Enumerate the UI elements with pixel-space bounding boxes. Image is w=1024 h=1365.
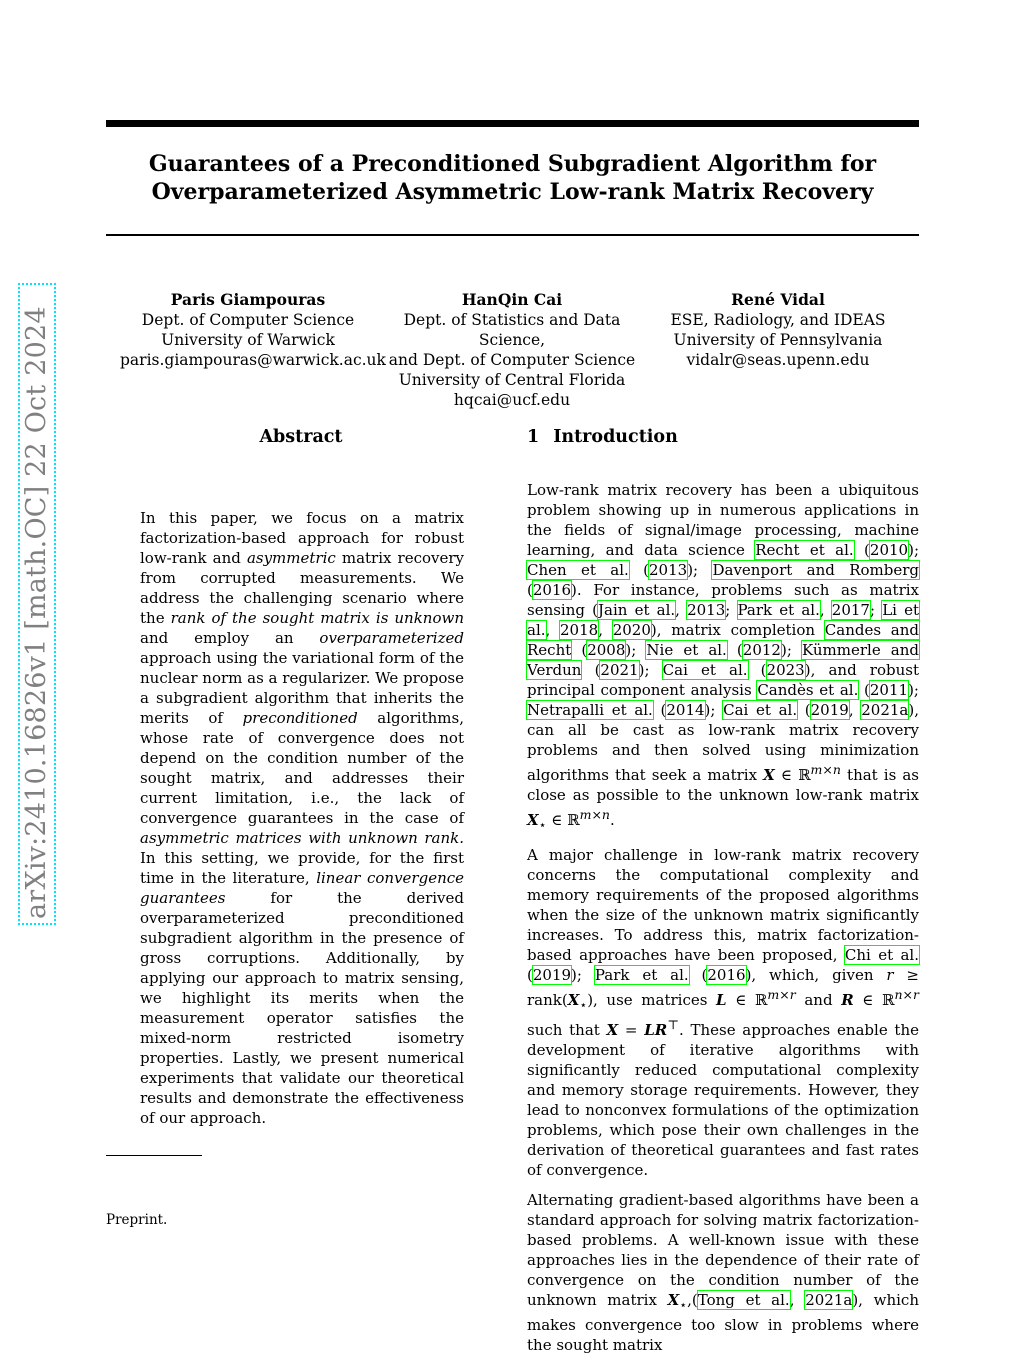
author-name: HanQin Cai — [461, 290, 563, 309]
author-block-3: René Vidal ESE, Radiology, and IDEAS University of Pennsylvania vidalr@seas.upenn.edu — [648, 290, 908, 370]
title-rule — [106, 234, 919, 236]
paragraph: Low-rank matrix recovery has been a ubiquitous problem showing up in numerous applications in the fields of signal/image processing, machine learning, and data science Recht et al. (2010); Chen et al. (2013); Davenport and Romberg (2016). For instance, problems such as matrix sensing (Jain et al., 2013; Park et al., 2017; Li et al., 2018, 2020), matrix completion Candes and Recht (2008); Nie et al. (2012); Kümmerle and Verdun (2021); Cai et al. (2023), and robust principal component analysis Candès et al. (2011); Netrapalli et al. (2014); Cai et al. (2019, 2021a), can all be cast as low-rank matrix recovery problems and then solved using minimization algorithms that seek a matrix X ∈ ℝ$^{m\times n}$ that is as close as possible to the unknown low-rank matrix $X_⋆$ ∈ ℝ$^{m\times n}$. — [527, 481, 920, 832]
citation-link[interactable]: 2008 — [587, 641, 626, 659]
citation-link[interactable]: Netrapalli et al. — [527, 701, 653, 719]
citation-link[interactable]: Park et al. — [594, 966, 689, 984]
citation-link[interactable]: Park et al. — [737, 601, 820, 619]
abstract-text: In this paper, we focus on a matrix factorization-based approach for robust low-rank and asymmetric matrix recovery from corrupted measurements. We address the challenging scenario where the rank of the sought matrix is unknown and employ an overparameterized approach using the variational form of the nuclear norm as a regularizer. We propose a subgradient algorithm that inherits the merits of preconditioned algorithms, whose rate of convergence does not depend on the condition number of the sought matrix, and addresses their current limitation, i.e., the lack of convergence guarantees in the case of asymmetric matrices with unknown rank. In this setting, we provide, for the first time in the literature, linear convergence guarantees for the derived overparameterized preconditioned subgradient algorithm in the presence of gross corruptions. Additionally, by applying our approach to matrix sensing, we highlight its merits when the measurement operator satisfies the mixed-norm restricted isometry properties. Lastly, we present numerical experiments that validate our theoretical results and demonstrate the effectiveness of our approach. — [140, 509, 465, 1127]
citation-link[interactable]: 2018 — [560, 621, 599, 639]
citation-link[interactable]: 2019 — [532, 966, 572, 984]
author-block-1: Paris Giampouras Dept. of Computer Science University of Warwick paris.giampouras@warwick.ac.uk — [120, 290, 386, 369]
author-name: René Vidal — [731, 290, 825, 309]
citation-link[interactable]: Chen et al. — [527, 561, 629, 579]
arxiv-identifier-link[interactable]: arXiv:2410.16826v1 [math.OC] 22 Oct 2024 — [18, 283, 56, 925]
citation-link[interactable]: Recht et al. — [755, 541, 854, 559]
author-name: Paris Giampouras — [170, 290, 326, 309]
citation-link[interactable]: Jain et al. — [598, 601, 676, 619]
citation-link[interactable]: 2017 — [831, 601, 870, 619]
citation-link[interactable]: 2010 — [869, 541, 909, 559]
footnote: Preprint. — [106, 1212, 168, 1228]
citation-link[interactable]: Kümmerle and Verdun — [527, 641, 919, 679]
citation-link[interactable]: 2021a — [805, 1291, 853, 1309]
paragraph: Alternating gradient-based algorithms have been a standard approach for solving matrix factorization-based problems. A well-known issue with these approaches lies in the dependence of their rate of convergence on the condition number of the unknown matrix $X_⋆,(Tong$ et al., 2021a), which makes convergence too slow in problems where the sought matrix — [527, 1191, 919, 1354]
introduction-text — [527, 480, 919, 1365]
citation-link[interactable]: 2013 — [649, 561, 688, 579]
author-block-2: HanQin Cai Dept. of Statistics and Data Science, and Dept. of Computer Science University of Central Florida hqcai@ucf.edu — [374, 290, 650, 410]
citation-link[interactable]: 2019 — [810, 701, 849, 719]
citation-link[interactable]: 2012 — [742, 641, 781, 659]
citation-link[interactable]: Cai et al. — [723, 701, 798, 719]
citation-link[interactable]: 2011 — [869, 681, 909, 699]
citation-link[interactable]: 2014 — [666, 701, 705, 719]
paper-title: Guarantees of a Preconditioned Subgradient Algorithm for Overparameterized Asymmetric Low-rank Matrix Recovery — [148, 151, 877, 205]
introduction-heading: 1 Introduction — [527, 427, 678, 447]
citation-link[interactable]: 2016 — [707, 966, 746, 984]
citation-link[interactable]: 2020 — [612, 621, 651, 639]
citation-link[interactable]: 2023 — [766, 661, 805, 679]
citation-link[interactable]: 2013 — [687, 601, 726, 619]
citation-link[interactable]: Candes and Recht — [527, 621, 919, 659]
citation-link[interactable]: 2021 — [600, 661, 639, 679]
paragraph: A major challenge in low-rank matrix recovery concerns the computational complexity and memory requirements of the proposed algorithms when the size of the unknown matrix significantly increases. To address this, matrix factorization-based approaches have been proposed, Chi et al. (2019); Park et al. (2016), which, given $r \ge rank(X_⋆)$, use matrices L ∈ ℝ$^{m\times r}$ and R ∈ ℝ$^{n\times r}$ such that X = LR⊤. These approaches enable the development of iterative algorithms with significantly reduced computational complexity and memory storage requirements. However, they lead to nonconvex formulations of the optimization problems, which pose their own challenges in the derivation of theoretical guarantees and fast rates of convergence. — [527, 846, 919, 1179]
citation-link[interactable]: Nie et al. — [646, 641, 727, 659]
citation-link[interactable]: 2016 — [532, 581, 572, 599]
citation-link[interactable]: Cai et al. — [662, 661, 748, 679]
citation-link[interactable]: Davenport and Romberg — [712, 561, 919, 579]
citation-link[interactable]: Chi et al. — [844, 946, 919, 964]
top-rule — [106, 120, 919, 127]
abstract-heading: Abstract — [259, 427, 343, 447]
citation-link[interactable]: Li et al. — [527, 601, 920, 639]
citation-link[interactable]: 2021a — [861, 701, 909, 719]
citation-link[interactable]: Tong et al. — [697, 1291, 790, 1309]
footnote-rule — [106, 1155, 202, 1156]
citation-link[interactable]: Candès et al. — [757, 681, 859, 699]
